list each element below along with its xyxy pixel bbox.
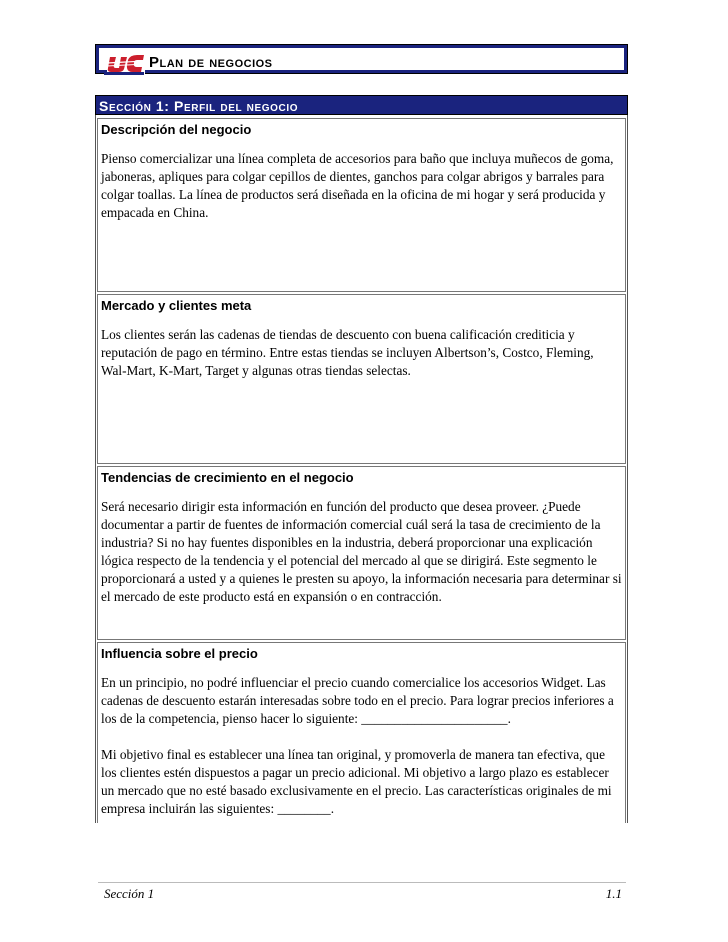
box-price-influence <box>97 642 626 823</box>
box-paragraph: Pienso comercializar una línea completa de accesorios para baño que incluya muñecos de goma, jaboneras, apliques para colgar cepillos de dientes, ganchos para colgar abrigos y barrales para colgar toallas. La línea de productos será diseñada en la oficina de mi hogar y será producida y empacada en China. <box>101 151 614 220</box>
box-growth-trends <box>97 466 626 640</box>
section-title: Sección 1: Perfil del negocio <box>99 98 299 114</box>
section-bar <box>95 95 628 115</box>
document-title: Plan de negocios <box>149 54 273 71</box>
box-target-market <box>97 294 626 464</box>
box-heading: Mercado y clientes meta <box>101 298 252 313</box>
box-paragraph: Mi objetivo final es establecer una línea tan original, y promoverla de manera tan efectiva, que los clientes estén dispuestos a pagar un precio adicional. Mi objetivo a largo plazo es establecer un mercado que no esté basado exclusivamente en el precio. Las características originales de mi empresa incluirán las siguientes: ________. <box>101 747 612 816</box>
box-heading: Descripción del negocio <box>101 122 252 137</box>
box-paragraph: Será necesario dirigir esta información en función del producto que desea proveer. ¿Puede documentar a partir de fuentes de información comercial cuál será la tasa de crecimiento de la industria? Si no hay fuentes disponibles en la industria, deberá proporcionar una explicación lógica respecto de la tendencia y el potencial del mercado al que se dirigirá. Este segmento le proporcionará a usted y a quienes le presten su apoyo, la información necesaria para determinar si el mercado de este producto está en expansión o en contracción. <box>101 499 622 604</box>
box-paragraph: Los clientes serán las cadenas de tiendas de descuento con buena calificación crediticia y reputación de pago en término. Entre estas tiendas se incluyen Albertson’s, Costco, Fleming, Wal-Mart, K-Mart, Target y algunas otras tiendas selectas. <box>101 327 594 378</box>
footer-rule <box>98 882 626 883</box>
box-business-description <box>97 118 626 292</box>
header-bar <box>95 44 628 74</box>
footer-section-label: Sección 1 <box>104 886 155 901</box>
header-accent-line <box>104 72 144 75</box>
box-paragraph: En un principio, no podré influenciar el precio cuando comercialice los accesorios Widget. Las cadenas de descuento estarán interesadas sobre todo en el precio. Para lograr precios inferiores a los de la competencia, pienso hacer lo siguiente: ______________________. <box>101 675 614 726</box>
footer-page-number: 1.1 <box>605 886 622 901</box>
box-heading: Influencia sobre el precio <box>101 646 258 661</box>
header-inner <box>98 47 625 71</box>
box-heading: Tendencias de crecimiento en el negocio <box>101 470 354 485</box>
